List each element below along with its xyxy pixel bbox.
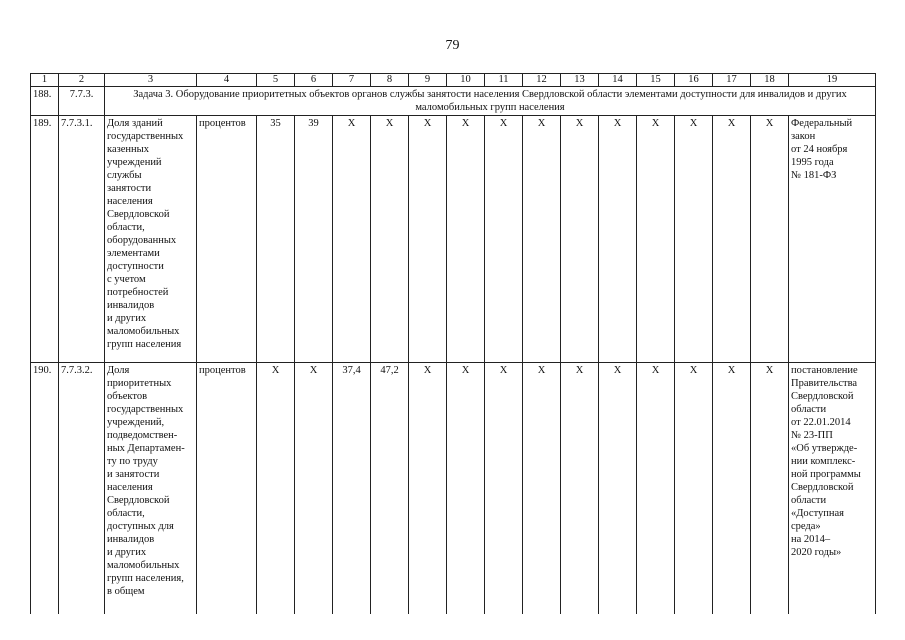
unit-cell: процентов <box>197 116 257 363</box>
row-number: 188. <box>31 87 59 116</box>
column-header: 3 <box>105 74 197 87</box>
source-cell: Федеральный закон от 24 ноября 1995 года № 181-ФЗ <box>789 116 876 363</box>
indicator-name: Доля зданий государственных казенных учреждений службы занятости населения Свердловской области, оборудованных элементами доступности с учетом потребностей инвалидов и других маломобильных групп населения <box>105 116 197 363</box>
value-cell: X <box>637 363 675 615</box>
value-cell: X <box>333 116 371 363</box>
page-number: 79 <box>445 38 460 53</box>
value-cell: X <box>713 363 751 615</box>
value-cell: X <box>523 116 561 363</box>
value-cell: X <box>257 363 295 615</box>
column-header: 1 <box>31 74 59 87</box>
unit-cell: процентов <box>197 363 257 615</box>
indicator-name: Доля приоритетных объектов государственных учреждений, подведомствен- ных Департамен- ту по труду и занятости населения Свердловской области, доступных для инвалидов и других маломобильных групп населения, в общем <box>105 363 197 615</box>
value-cell: X <box>295 363 333 615</box>
value-cell: 39 <box>295 116 333 363</box>
column-header: 5 <box>257 74 295 87</box>
row-code: 7.7.3. <box>59 87 105 116</box>
column-header: 15 <box>637 74 675 87</box>
indicators-table <box>30 73 876 614</box>
column-header: 16 <box>675 74 713 87</box>
column-header: 19 <box>789 74 876 87</box>
value-cell: X <box>485 363 523 615</box>
row-number: 190. <box>31 363 59 615</box>
column-header: 7 <box>333 74 371 87</box>
row-number: 189. <box>31 116 59 363</box>
value-cell: X <box>371 116 409 363</box>
column-header: 9 <box>409 74 447 87</box>
column-number-row <box>31 74 876 87</box>
table-row <box>31 363 876 615</box>
value-cell: X <box>447 363 485 615</box>
value-cell: X <box>713 116 751 363</box>
column-header: 12 <box>523 74 561 87</box>
task-row <box>31 87 876 116</box>
value-cell: X <box>637 116 675 363</box>
column-header: 2 <box>59 74 105 87</box>
value-cell: X <box>561 116 599 363</box>
value-cell: X <box>675 116 713 363</box>
value-cell: X <box>561 363 599 615</box>
task-title: Задача 3. Оборудование приоритетных объектов органов службы занятости населения Свердловской области элементами доступности для инвалидов и других маломобильных групп населения <box>105 87 876 116</box>
column-header: 8 <box>371 74 409 87</box>
value-cell: X <box>485 116 523 363</box>
row-code: 7.7.3.2. <box>59 363 105 615</box>
column-header: 13 <box>561 74 599 87</box>
value-cell: X <box>523 363 561 615</box>
value-cell: 35 <box>257 116 295 363</box>
column-header: 6 <box>295 74 333 87</box>
row-code: 7.7.3.1. <box>59 116 105 363</box>
source-cell: постановление Правительства Свердловской области от 22.01.2014 № 23-ПП «Об утвержде- нии комплекс- ной программы Свердловской области «Доступная среда» на 2014– 2020 годы» <box>789 363 876 615</box>
value-cell: X <box>447 116 485 363</box>
column-header: 4 <box>197 74 257 87</box>
value-cell: X <box>409 363 447 615</box>
value-cell: X <box>675 363 713 615</box>
value-cell: 47,2 <box>371 363 409 615</box>
column-header: 10 <box>447 74 485 87</box>
value-cell: X <box>409 116 447 363</box>
value-cell: X <box>599 116 637 363</box>
value-cell: X <box>751 116 789 363</box>
column-header: 14 <box>599 74 637 87</box>
column-header: 18 <box>751 74 789 87</box>
value-cell: X <box>599 363 637 615</box>
table-row <box>31 116 876 363</box>
value-cell: X <box>751 363 789 615</box>
column-header: 11 <box>485 74 523 87</box>
column-header: 17 <box>713 74 751 87</box>
value-cell: 37,4 <box>333 363 371 615</box>
